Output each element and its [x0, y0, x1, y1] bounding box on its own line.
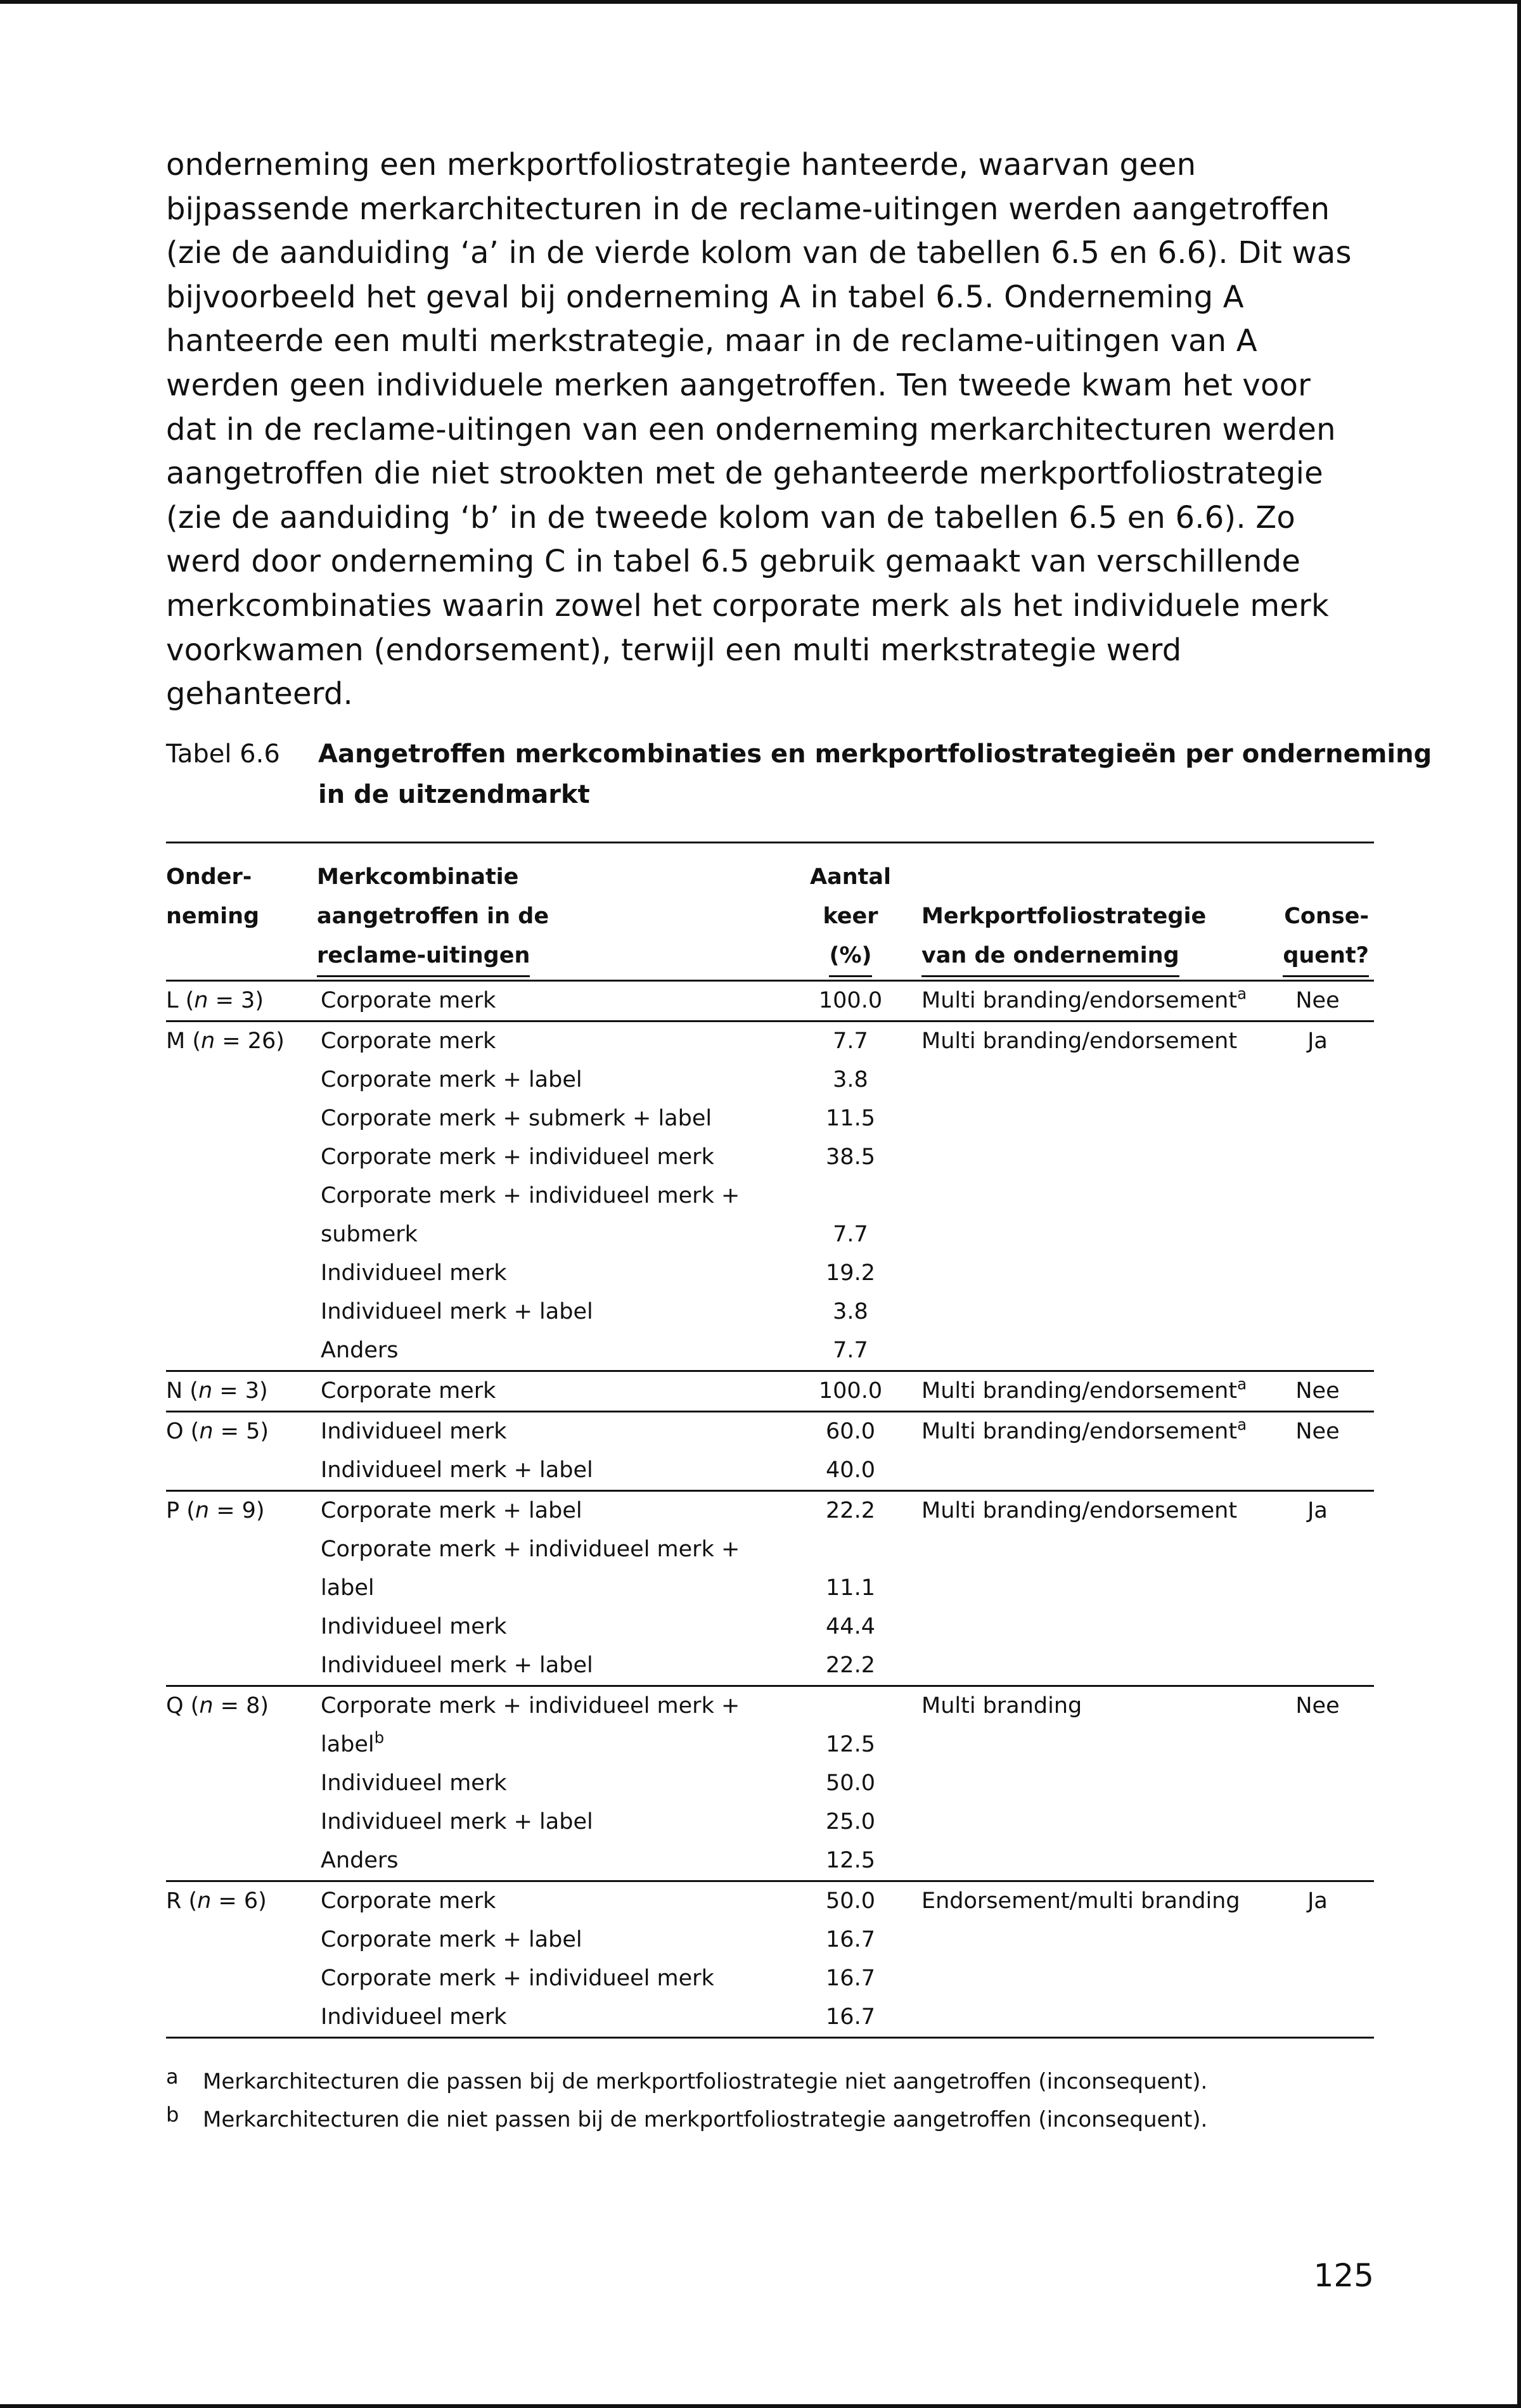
cell-consequent: Nee	[1261, 1371, 1374, 1412]
cell-percent: 22.2	[826, 1653, 875, 1678]
cell-company	[166, 1293, 317, 1331]
footnote-mark: a	[1237, 984, 1247, 1003]
cell-combination: Individueel merk + label	[321, 1457, 593, 1483]
cell-percent: 12.5	[826, 1848, 875, 1873]
cell-consequent	[1261, 1177, 1374, 1215]
cell-company	[166, 1921, 317, 1959]
table-row	[166, 1569, 1374, 1608]
cell-consequent	[1261, 1451, 1374, 1491]
table-row	[166, 1530, 1374, 1569]
cell-strategy	[914, 1841, 1261, 1881]
cell-consequent	[1261, 1530, 1374, 1569]
cell-percent: 3.8	[833, 1299, 868, 1324]
cell-consequent	[1261, 1569, 1374, 1608]
cell-strategy: Multi branding	[914, 1686, 1261, 1726]
cell-consequent	[1261, 1215, 1374, 1254]
cell-combination: Corporate merk + individueel merk	[321, 1144, 714, 1170]
cell-strategy	[914, 1921, 1261, 1959]
cell-consequent: Ja	[1261, 1491, 1374, 1531]
cell-company	[166, 1331, 317, 1371]
cell-company: L (n = 3)	[166, 981, 317, 1021]
cell-combination: Corporate merk	[317, 981, 787, 1021]
cell-company	[166, 1608, 317, 1646]
cell-strategy	[914, 1061, 1261, 1099]
table-row	[166, 1998, 1374, 2038]
cell-combination: Corporate merk	[317, 1371, 787, 1412]
cell-percent: 12.5	[826, 1732, 875, 1757]
table-body	[166, 981, 1374, 2038]
cell-company	[166, 1215, 317, 1254]
cell-strategy	[914, 1254, 1261, 1293]
cell-company: R (n = 6)	[166, 1881, 317, 1921]
table-title: Aangetroffen merkcombinaties en merkportfoliostrategieën per onderneming in de uitzendmarkt	[318, 740, 1432, 809]
cell-company	[166, 1959, 317, 1998]
table-row	[166, 1921, 1374, 1959]
cell-strategy: Multi branding/endorsement$^a$	[914, 981, 1261, 1021]
cell-combination: submerk	[321, 1222, 418, 1247]
cell-strategy: Multi branding/endorsement$^a$	[914, 1371, 1261, 1412]
table-row	[166, 1841, 1374, 1881]
cell-company	[166, 1451, 317, 1491]
table-row	[166, 1491, 1374, 1531]
table-row	[166, 1686, 1374, 1726]
cell-combination: Individueel merk	[321, 1614, 507, 1639]
table-row	[166, 1881, 1374, 1921]
cell-percent: 40.0	[826, 1457, 875, 1483]
header-consequent: Conse- quent?	[1261, 843, 1374, 981]
cell-company	[166, 1726, 317, 1764]
cell-combination: Individueel merk	[317, 1998, 787, 2038]
cell-percent: 19.2	[826, 1260, 875, 1286]
table-row	[166, 1412, 1374, 1452]
cell-strategy: Multi branding/endorsement$^a$	[914, 1412, 1261, 1452]
cell-percent: 50.0	[787, 1881, 914, 1921]
cell-combination: Individueel merk + label	[321, 1809, 593, 1835]
table-row	[166, 1959, 1374, 1998]
table-row	[166, 981, 1374, 1021]
table-row	[166, 1331, 1374, 1371]
cell-combination: label	[321, 1575, 375, 1601]
cell-percent: 38.5	[826, 1144, 875, 1170]
cell-consequent	[1261, 1138, 1374, 1177]
brand-table	[166, 842, 1374, 2039]
cell-company	[166, 1138, 317, 1177]
cell-company	[166, 1530, 317, 1569]
cell-strategy	[914, 1331, 1261, 1371]
cell-company	[166, 1646, 317, 1686]
cell-company	[166, 1177, 317, 1215]
cell-strategy	[914, 1726, 1261, 1764]
cell-percent: 60.0	[787, 1412, 914, 1452]
table-row	[166, 1371, 1374, 1412]
cell-combination: Corporate merk	[317, 1881, 787, 1921]
cell-company	[166, 1764, 317, 1803]
table-row	[166, 1764, 1374, 1803]
cell-strategy	[914, 1451, 1261, 1491]
cell-percent: 7.7	[833, 1338, 868, 1363]
cell-percent: 100.0	[787, 1371, 914, 1412]
footnote-mark: a	[1237, 1374, 1247, 1393]
cell-consequent	[1261, 1331, 1374, 1371]
table-row	[166, 1215, 1374, 1254]
cell-percent: 25.0	[826, 1809, 875, 1835]
table-row	[166, 1061, 1374, 1099]
cell-percent: 44.4	[826, 1614, 875, 1639]
cell-combination: Corporate merk + individueel merk +	[317, 1686, 787, 1726]
cell-company: M (n = 26)	[166, 1021, 317, 1061]
cell-strategy: Multi branding/endorsement	[914, 1491, 1261, 1531]
table-row	[166, 1646, 1374, 1686]
cell-combination: Individueel merk + label	[321, 1653, 593, 1678]
cell-consequent: Ja	[1261, 1881, 1374, 1921]
cell-combination: Corporate merk	[317, 1021, 787, 1061]
table-label: Tabel 6.6	[166, 740, 280, 769]
cell-strategy	[914, 1293, 1261, 1331]
cell-percent: 11.5	[826, 1106, 875, 1131]
cell-consequent: Nee	[1261, 1686, 1374, 1726]
cell-combination: Corporate merk + label	[317, 1491, 787, 1531]
cell-consequent	[1261, 1803, 1374, 1841]
cell-consequent	[1261, 1764, 1374, 1803]
cell-company	[166, 1254, 317, 1293]
cell-strategy	[914, 1569, 1261, 1608]
cell-percent: 11.1	[826, 1575, 875, 1601]
cell-consequent	[1261, 1293, 1374, 1331]
cell-company: O (n = 5)	[166, 1412, 317, 1452]
cell-consequent	[1261, 1726, 1374, 1764]
table-row	[166, 1608, 1374, 1646]
cell-strategy	[914, 1998, 1261, 2038]
cell-combination: Anders	[321, 1848, 399, 1873]
cell-percent: 7.7	[833, 1222, 868, 1247]
cell-consequent	[1261, 1646, 1374, 1686]
cell-company	[166, 1998, 317, 2038]
cell-combination: Individueel merk	[317, 1412, 787, 1452]
cell-percent: 16.7	[826, 1966, 875, 1991]
body-paragraph: onderneming een merkportfoliostrategie hanteerde, waarvan geen bijpassende merkarchitecturen in de reclame-uitingen werden aangetroffen (zie de aanduiding ‘a’ in de vierde kolom van de tabellen 6.5 en 6.6). Dit was bijvoorbeeld het geval bij onderneming A in tabel 6.5. Onderneming A hanteerde een multi merkstrategie, maar in de reclame-uitingen van A werden geen individuele merken aangetroffen. Ten tweede kwam het voor dat in de reclame-uitingen van een onderneming merkarchitecturen werden aangetroffen die niet strookten met de gehanteerde merkportfoliostrategie (zie de aanduiding ‘b’ in de tweede kolom van de tabellen 6.5 en 6.6). Zo werd door onderneming C in tabel 6.5 gebruik gemaakt van verschillende merkcombinaties waarin zowel het corporate merk als het individuele merk voorkwamen (endorsement), terwijl een multi merkstrategie werd gehanteerd.	[166, 147, 1352, 712]
header-company: Onder- neming	[166, 843, 317, 981]
cell-consequent	[1261, 1608, 1374, 1646]
cell-percent: 50.0	[826, 1771, 875, 1796]
cell-percent: 7.7	[787, 1021, 914, 1061]
cell-combination: Corporate merk + individueel merk +	[321, 1183, 740, 1208]
cell-company: N (n = 3)	[166, 1371, 317, 1412]
table-row	[166, 1254, 1374, 1293]
cell-percent	[787, 1530, 914, 1569]
table-row	[166, 1451, 1374, 1491]
table-header	[166, 843, 1374, 981]
cell-strategy: Multi branding/endorsement	[914, 1021, 1261, 1061]
cell-combination: Corporate merk + individueel merk +	[321, 1537, 740, 1562]
cell-company: P (n = 9)	[166, 1491, 317, 1531]
cell-percent	[787, 1177, 914, 1215]
cell-combination: Individueel merk	[321, 1771, 507, 1796]
footnote-mark: b	[374, 1728, 385, 1747]
cell-percent: 22.2	[787, 1491, 914, 1531]
cell-strategy	[914, 1764, 1261, 1803]
cell-consequent	[1261, 1959, 1374, 1998]
cell-strategy	[914, 1608, 1261, 1646]
cell-percent	[787, 1686, 914, 1726]
cell-percent: 16.7	[826, 1927, 875, 1952]
cell-strategy	[914, 1099, 1261, 1138]
footnote-b: b Merkarchitecturen die niet passen bij de merkportfoliostrategie aangetroffen (inconsequent).	[166, 2103, 1208, 2132]
cell-combination: Corporate merk + label	[321, 1927, 582, 1952]
table-row	[166, 1138, 1374, 1177]
cell-company: Q (n = 8)	[166, 1686, 317, 1726]
cell-combination: Anders	[321, 1338, 399, 1363]
cell-company	[166, 1099, 317, 1138]
cell-consequent: Nee	[1261, 981, 1374, 1021]
table-row	[166, 1803, 1374, 1841]
cell-strategy	[914, 1530, 1261, 1569]
cell-strategy	[914, 1138, 1261, 1177]
footnotes	[166, 2063, 1370, 2139]
cell-combination: Individueel merk + label	[321, 1299, 593, 1324]
cell-combination: Corporate merk + individueel merk	[321, 1966, 714, 1991]
cell-consequent: Nee	[1261, 1412, 1374, 1452]
page-number: 125	[1313, 2257, 1374, 2294]
cell-combination: Individueel merk	[321, 1260, 507, 1286]
footnote-mark: a	[1237, 1415, 1247, 1434]
cell-combination: Corporate merk + submerk + label	[321, 1106, 712, 1131]
cell-strategy	[914, 1646, 1261, 1686]
cell-consequent	[1261, 1841, 1374, 1881]
cell-consequent	[1261, 1099, 1374, 1138]
cell-consequent	[1261, 1254, 1374, 1293]
cell-strategy	[914, 1215, 1261, 1254]
table-row	[166, 1177, 1374, 1215]
cell-strategy: Endorsement/multi branding	[914, 1881, 1261, 1921]
footnote-a: a Merkarchitecturen die passen bij de merkportfoliostrategie niet aangetroffen (inconsequent).	[166, 2065, 1208, 2094]
header-percent: Aantal keer (%)	[787, 843, 914, 981]
header-combination: Merkcombinatie aangetroffen in de reclame-uitingen	[317, 843, 787, 981]
cell-strategy	[914, 1177, 1261, 1215]
cell-company	[166, 1569, 317, 1608]
table-row	[166, 1726, 1374, 1764]
cell-percent: 3.8	[833, 1067, 868, 1092]
cell-percent: 100.0	[787, 981, 914, 1021]
cell-strategy	[914, 1803, 1261, 1841]
cell-consequent: Ja	[1261, 1021, 1374, 1061]
cell-combination: Corporate merk + label	[321, 1067, 582, 1092]
table-row	[166, 1021, 1374, 1061]
cell-consequent	[1261, 1921, 1374, 1959]
cell-strategy	[914, 1959, 1261, 1998]
header-strategy: Merkportfoliostrategie van de onderneming	[914, 843, 1261, 981]
table-row	[166, 1099, 1374, 1138]
cell-company	[166, 1803, 317, 1841]
cell-company	[166, 1841, 317, 1881]
cell-combination: label$^b$	[321, 1728, 385, 1757]
cell-percent: 16.7	[787, 1998, 914, 2038]
cell-company	[166, 1061, 317, 1099]
cell-consequent	[1261, 1998, 1374, 2038]
table-row	[166, 1293, 1374, 1331]
cell-consequent	[1261, 1061, 1374, 1099]
